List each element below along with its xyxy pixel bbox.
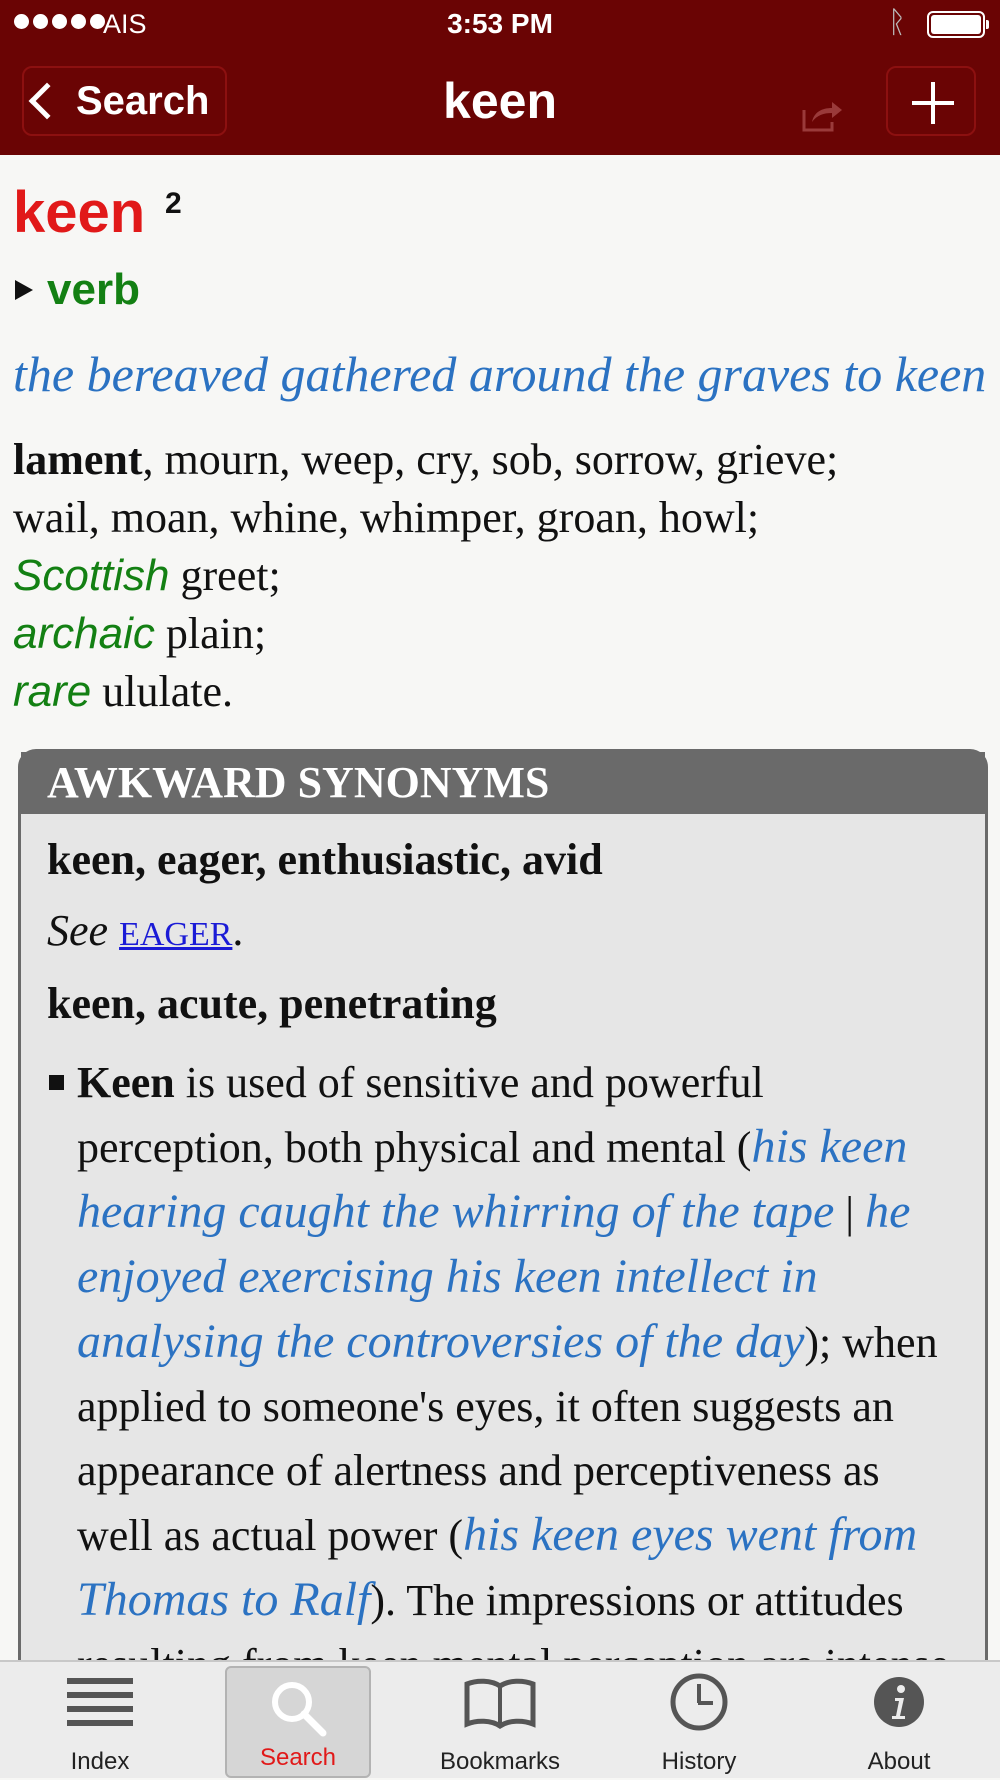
synonym-group-heading: keen, acute, penetrating [47, 979, 497, 1028]
synonym-line-2: wail, moan, whine, whimper, groan, howl; [13, 493, 760, 542]
part-of-speech-row[interactable] [15, 265, 140, 315]
bullet-icon [49, 1075, 64, 1090]
status-time: 3:53 PM [447, 8, 553, 39]
usage-example: his keen hearing caught the whirring of the tape [77, 1120, 908, 1238]
list-icon [67, 1676, 133, 1728]
regional-synonym [13, 605, 998, 663]
tab-label: Index [70, 1748, 130, 1775]
navigation-bar [0, 50, 1000, 155]
synonym-text: , mourn, weep, cry, sob, sorrow, grieve; [142, 435, 839, 484]
homograph-number: 2 [165, 187, 182, 220]
synonym-line-1 [13, 431, 998, 489]
add-bookmark-button[interactable] [886, 66, 976, 136]
share-icon[interactable] [800, 96, 844, 134]
entry-content [0, 155, 1000, 1660]
usage-paragraph: Keen is used of sensitive and powerful perception, both physical and mental (his keen hearing caught the whirring of the tape | he enjoyed exercising his keen intellect in analysing the controversies of the day); when applied to someone's eyes, it often suggests an appearance of alertness and perceptiveness as well as actual power (his keen eyes went from Thomas to Ralf). The impressions or attitudes [47, 1051, 965, 1762]
awkward-synonyms-panel [18, 749, 988, 1699]
regional-word: greet; [180, 551, 281, 600]
carrier-name: AIS [103, 9, 147, 39]
synonym-group-heading: keen, eager, enthusiastic, avid [47, 835, 603, 884]
tab-label: Search [259, 1744, 337, 1771]
example-sentence: the bereaved gathered around the graves to keen [13, 346, 987, 402]
status-bar [0, 0, 1000, 50]
tab-label: About [867, 1748, 931, 1775]
keyword: Keen [77, 1058, 175, 1107]
usage-example: he enjoyed exercising his keen intellect in analysing the controversies of the day [77, 1185, 911, 1368]
tab-label: Bookmarks [439, 1748, 561, 1775]
register-label: Scottish [13, 551, 170, 600]
panel-body [21, 814, 985, 1762]
tab-index[interactable] [0, 1662, 200, 1780]
tab-bookmarks[interactable] [400, 1662, 600, 1780]
regional-synonym [13, 663, 998, 721]
info-icon [873, 1676, 925, 1728]
register-label: archaic [13, 609, 155, 658]
eager-link[interactable]: EAGER [119, 916, 233, 953]
synonym-list [13, 431, 998, 721]
see-label: See [47, 906, 109, 955]
part-of-speech: verb [47, 265, 140, 314]
register-label: rare [13, 667, 92, 716]
tab-search[interactable] [225, 1666, 371, 1778]
book-icon [463, 1676, 537, 1728]
headword: keen [13, 180, 146, 245]
panel-header: AWKWARD SYNONYMS [21, 752, 985, 814]
bluetooth-icon: ᚱ [888, 6, 906, 39]
regional-synonym [13, 547, 998, 605]
search-icon [268, 1678, 328, 1738]
regional-word: plain; [165, 609, 267, 658]
cross-reference: See EAGER. [47, 906, 244, 955]
usage-example: his keen eyes went from Thomas to Ralf [77, 1508, 918, 1626]
tab-history[interactable] [599, 1662, 799, 1780]
clock-icon [669, 1672, 729, 1732]
tab-bar [0, 1660, 1000, 1778]
regional-word: ululate. [102, 667, 233, 716]
tab-about[interactable] [799, 1662, 999, 1780]
page-title: keen [443, 73, 557, 129]
core-synonym[interactable]: lament [13, 435, 143, 484]
battery-icon [927, 11, 985, 38]
back-button-label: Search [76, 78, 210, 123]
tab-label: History [661, 1748, 737, 1775]
disclosure-triangle-icon [15, 280, 33, 300]
